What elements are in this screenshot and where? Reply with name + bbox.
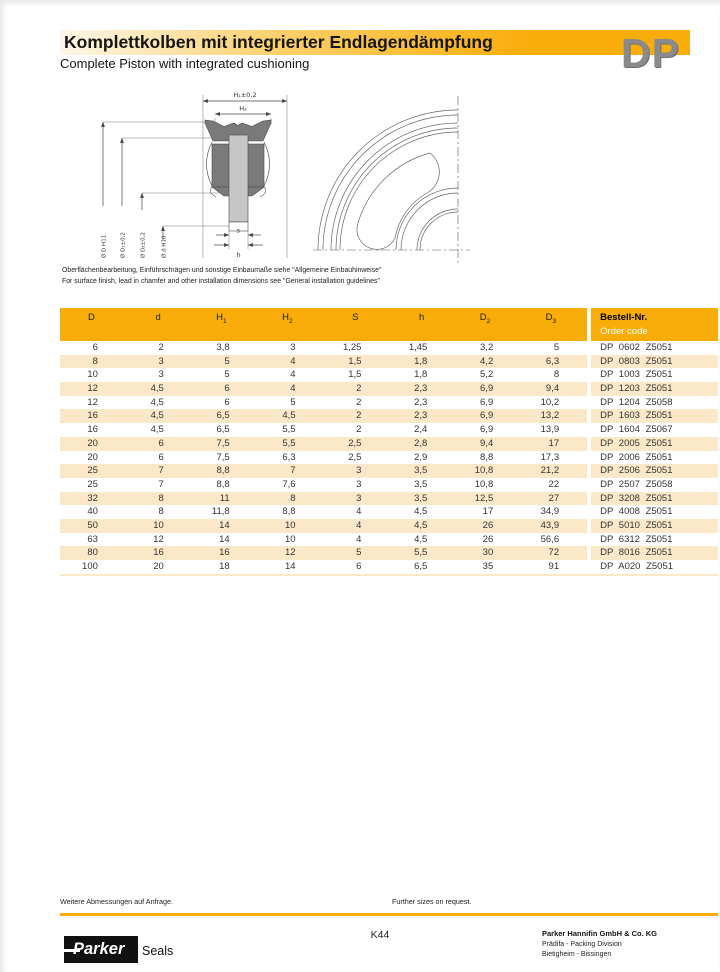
cell-H1: 6,5 [192, 409, 258, 423]
cell-h: 5,5 [389, 546, 455, 560]
cell-D2: 9,4 [455, 437, 521, 451]
cell-H2: 4,5 [258, 409, 324, 423]
cell-H1: 7,5 [192, 451, 258, 465]
page-title: Komplettkolben mit integrierter Endlagendämpfung [64, 32, 493, 52]
cell-D: 6 [60, 341, 126, 355]
cell-D2: 30 [455, 546, 521, 560]
cell-order-code: DP 1204 Z5058 [591, 396, 718, 410]
dim-label-dia-D2: Ø D₂±0,2 [140, 232, 147, 258]
cell-d: 12 [126, 533, 192, 547]
table-row [60, 341, 718, 355]
footer-rule [60, 913, 718, 916]
cell-D3: 21,2 [521, 464, 587, 478]
cell-order-code: DP 3208 Z5051 [591, 492, 718, 506]
cell-D3: 6,3 [521, 355, 587, 369]
cell-H2: 14 [258, 560, 324, 574]
cell-D: 12 [60, 382, 126, 396]
table-body [60, 341, 718, 576]
cell-H1: 7,5 [192, 437, 258, 451]
cell-S: 2 [324, 396, 390, 410]
parker-logo-wordmark: Parker [73, 940, 125, 958]
cell-D2: 26 [455, 519, 521, 533]
order-code-header-en: Order code [600, 326, 648, 337]
cell-D2: 17 [455, 505, 521, 519]
cell-H1: 16 [192, 546, 258, 560]
cell-S: 1,25 [324, 341, 390, 355]
cell-D3: 56,6 [521, 533, 587, 547]
cell-order-code: DP 0602 Z5051 [591, 341, 718, 355]
cell-D: 20 [60, 437, 126, 451]
cell-order-code: DP 4008 Z5051 [591, 505, 718, 519]
table-row [60, 546, 718, 560]
dim-label-h2: H₂ [239, 104, 247, 113]
column-header [324, 308, 390, 341]
table-row [60, 533, 718, 547]
cell-order-code: DP 5010 Z5051 [591, 519, 718, 533]
cell-D3: 43,9 [521, 519, 587, 533]
cell-d: 3 [126, 368, 192, 382]
cell-d: 4,5 [126, 396, 192, 410]
cell-order-code: DP A020 Z5051 [591, 560, 718, 574]
cell-d: 3 [126, 355, 192, 369]
cell-h: 2,3 [389, 396, 455, 410]
cell-H1: 14 [192, 519, 258, 533]
cell-order-code: DP 1003 Z5051 [591, 368, 718, 382]
cell-D: 40 [60, 505, 126, 519]
order-code-header-de: Bestell-Nr. [600, 312, 648, 323]
cell-order-code: DP 2005 Z5051 [591, 437, 718, 451]
cell-order-code: DP 2507 Z5058 [591, 478, 718, 492]
cell-H2: 4 [258, 382, 324, 396]
cell-S: 6 [324, 560, 390, 574]
cell-H1: 8,8 [192, 464, 258, 478]
parker-logo [64, 936, 138, 963]
cell-d: 7 [126, 478, 192, 492]
cell-h: 2,4 [389, 423, 455, 437]
cell-d: 2 [126, 341, 192, 355]
table-row [60, 355, 718, 369]
cell-order-code: DP 6312 Z5051 [591, 533, 718, 547]
cell-D3: 34,9 [521, 505, 587, 519]
cell-H1: 6 [192, 382, 258, 396]
dim-label-h1: H₁±0,2 [233, 91, 257, 99]
cell-d: 7 [126, 464, 192, 478]
title-bar [60, 30, 690, 55]
product-code-badge: DP [621, 30, 680, 76]
dim-label-dia-d: Ø d H10 [161, 235, 168, 258]
column-header-label: d [155, 312, 161, 323]
technical-drawing [75, 88, 470, 270]
table-row [60, 423, 718, 437]
order-code-header [591, 308, 718, 341]
cell-H2: 3 [258, 341, 324, 355]
column-header-label: D [479, 312, 487, 323]
cell-D2: 8,8 [455, 451, 521, 465]
column-header-subscript: 2 [486, 317, 491, 325]
cell-h: 2,3 [389, 409, 455, 423]
cell-H2: 5,5 [258, 437, 324, 451]
cell-d: 20 [126, 560, 192, 574]
column-header [521, 308, 587, 341]
cell-S: 1,5 [324, 368, 390, 382]
cell-D2: 6,9 [455, 396, 521, 410]
cell-D3: 9,4 [521, 382, 587, 396]
table-row [60, 478, 718, 492]
column-header-label: H [216, 312, 224, 323]
dim-label-dia-D: Ø D H11 [101, 234, 108, 258]
cell-H2: 7,6 [258, 478, 324, 492]
cell-D: 16 [60, 423, 126, 437]
cell-order-code: DP 1604 Z5067 [591, 423, 718, 437]
column-header-label: D [545, 312, 553, 323]
column-header [192, 308, 258, 341]
cell-D: 63 [60, 533, 126, 547]
column-header [126, 308, 192, 341]
cell-H2: 5 [258, 396, 324, 410]
cell-D3: 13,2 [521, 409, 587, 423]
company-location: Bietigheim - Bissingen [542, 951, 612, 959]
company-address [542, 928, 657, 961]
cell-D2: 5,2 [455, 368, 521, 382]
cell-D3: 8 [521, 368, 587, 382]
column-header-subscript: 2 [288, 317, 293, 325]
dim-label-h: h [236, 251, 241, 259]
cell-D: 50 [60, 519, 126, 533]
cell-h: 3,5 [389, 464, 455, 478]
cell-D2: 6,9 [455, 382, 521, 396]
cell-d: 4,5 [126, 409, 192, 423]
cell-S: 2 [324, 382, 390, 396]
cell-D3: 91 [521, 560, 587, 574]
cell-order-code: DP 2006 Z5051 [591, 451, 718, 465]
cell-D: 8 [60, 355, 126, 369]
cell-h: 4,5 [389, 519, 455, 533]
cell-D3: 22 [521, 478, 587, 492]
cell-d: 10 [126, 519, 192, 533]
cell-S: 3 [324, 464, 390, 478]
table-row [60, 560, 718, 574]
cell-order-code: DP 2506 Z5051 [591, 464, 718, 478]
cell-D2: 3,2 [455, 341, 521, 355]
cell-S: 2,5 [324, 437, 390, 451]
cell-d: 6 [126, 437, 192, 451]
cell-D2: 26 [455, 533, 521, 547]
cell-D3: 17 [521, 437, 587, 451]
cell-D3: 72 [521, 546, 587, 560]
cell-h: 2,9 [389, 451, 455, 465]
cell-d: 16 [126, 546, 192, 560]
cell-S: 2 [324, 423, 390, 437]
table-row [60, 437, 718, 451]
cell-S: 2 [324, 409, 390, 423]
cell-order-code: DP 1203 Z5051 [591, 382, 718, 396]
cell-D2: 6,9 [455, 409, 521, 423]
column-header-subscript: 1 [223, 317, 227, 325]
table-row [60, 505, 718, 519]
cell-h: 1,8 [389, 368, 455, 382]
cell-h: 4,5 [389, 505, 455, 519]
column-header [60, 308, 126, 341]
installation-note-de: Oberflächenbearbeitung, Einführschrägen und sonstige Einbaumaße siehe "Allgemeine Einbauhinweise" [62, 267, 382, 274]
cell-H2: 8 [258, 492, 324, 506]
cell-h: 6,5 [389, 560, 455, 574]
cell-H2: 6,3 [258, 451, 324, 465]
column-header [389, 308, 455, 341]
cell-H2: 10 [258, 533, 324, 547]
cell-S: 3 [324, 492, 390, 506]
table-row [60, 464, 718, 478]
cell-H1: 11,8 [192, 505, 258, 519]
installation-note [62, 266, 381, 287]
dim-label-s: s [236, 227, 241, 235]
cell-D2: 4,2 [455, 355, 521, 369]
cell-H2: 10 [258, 519, 324, 533]
parker-logo-division: Seals [142, 944, 174, 958]
cell-S: 1,5 [324, 355, 390, 369]
cell-D2: 10,8 [455, 464, 521, 478]
cell-D3: 17,3 [521, 451, 587, 465]
cell-D: 100 [60, 560, 126, 574]
cell-H2: 4 [258, 355, 324, 369]
page-subtitle: Complete Piston with integrated cushioning [60, 56, 310, 71]
cell-S: 4 [324, 533, 390, 547]
cell-H1: 11 [192, 492, 258, 506]
column-header-label: h [419, 312, 425, 323]
cell-S: 4 [324, 519, 390, 533]
cell-D: 25 [60, 478, 126, 492]
column-header [455, 308, 521, 341]
cell-H2: 5,5 [258, 423, 324, 437]
cell-H2: 7 [258, 464, 324, 478]
cell-order-code: DP 0803 Z5051 [591, 355, 718, 369]
cell-H1: 14 [192, 533, 258, 547]
cell-S: 4 [324, 505, 390, 519]
cell-D3: 13,9 [521, 423, 587, 437]
page-number: K44 [370, 929, 390, 941]
further-sizes-note-en: Further sizes on request. [392, 897, 472, 906]
cell-h: 4,5 [389, 533, 455, 547]
cell-d: 6 [126, 451, 192, 465]
table-row [60, 396, 718, 410]
cell-D2: 10,8 [455, 478, 521, 492]
cell-D3: 27 [521, 492, 587, 506]
table-row [60, 451, 718, 465]
table-row [60, 492, 718, 506]
cell-H2: 8,8 [258, 505, 324, 519]
column-header-label: H [282, 312, 289, 323]
column-header-subscript: 3 [552, 317, 557, 325]
cell-D2: 35 [455, 560, 521, 574]
cell-D2: 6,9 [455, 423, 521, 437]
company-division: Prädifa - Packing Division [542, 940, 622, 948]
cell-H1: 18 [192, 560, 258, 574]
cell-H1: 8,8 [192, 478, 258, 492]
cell-D: 10 [60, 368, 126, 382]
cell-D: 16 [60, 409, 126, 423]
cell-order-code: DP 8016 Z5051 [591, 546, 718, 560]
further-sizes-note-de: Weitere Abmessungen auf Anfrage. [60, 897, 173, 906]
cell-H2: 12 [258, 546, 324, 560]
cell-h: 1,45 [389, 341, 455, 355]
cell-h: 2,8 [389, 437, 455, 451]
table-header-row [60, 308, 718, 341]
cell-S: 2,5 [324, 451, 390, 465]
cell-d: 8 [126, 505, 192, 519]
installation-note-en: For surface finish, lead in chamfer and other installation dimensions see "General installation guidelines" [62, 277, 380, 285]
cell-D: 20 [60, 451, 126, 465]
column-header-label: S [352, 312, 359, 323]
cell-h: 3,5 [389, 492, 455, 506]
cell-d: 4,5 [126, 382, 192, 396]
cell-d: 8 [126, 492, 192, 506]
cell-order-code: DP 1603 Z5051 [591, 409, 718, 423]
cell-h: 1,8 [389, 355, 455, 369]
cell-D2: 12,5 [455, 492, 521, 506]
cell-D3: 5 [521, 341, 587, 355]
cell-H2: 4 [258, 368, 324, 382]
cell-D: 32 [60, 492, 126, 506]
cell-H1: 6,5 [192, 423, 258, 437]
cell-H1: 6 [192, 396, 258, 410]
cell-H1: 3,8 [192, 341, 258, 355]
cell-H1: 5 [192, 368, 258, 382]
column-header [258, 308, 324, 341]
cell-D: 25 [60, 464, 126, 478]
cell-S: 5 [324, 546, 390, 560]
cell-D: 80 [60, 546, 126, 560]
cell-D: 12 [60, 396, 126, 410]
cell-h: 2,3 [389, 382, 455, 396]
cell-S: 3 [324, 478, 390, 492]
cell-d: 4,5 [126, 423, 192, 437]
dimensions-table [60, 308, 718, 576]
front-view [318, 110, 458, 250]
cell-D3: 10,2 [521, 396, 587, 410]
company-name: Parker Hannifin GmbH & Co. KG [542, 929, 658, 938]
dim-label-dia-D3: Ø D₃±0,2 [120, 232, 127, 258]
cell-h: 3,5 [389, 478, 455, 492]
table-row [60, 368, 718, 382]
table-row [60, 382, 718, 396]
table-row [60, 409, 718, 423]
column-header-label: D [88, 312, 95, 323]
cell-H1: 5 [192, 355, 258, 369]
table-row [60, 519, 718, 533]
